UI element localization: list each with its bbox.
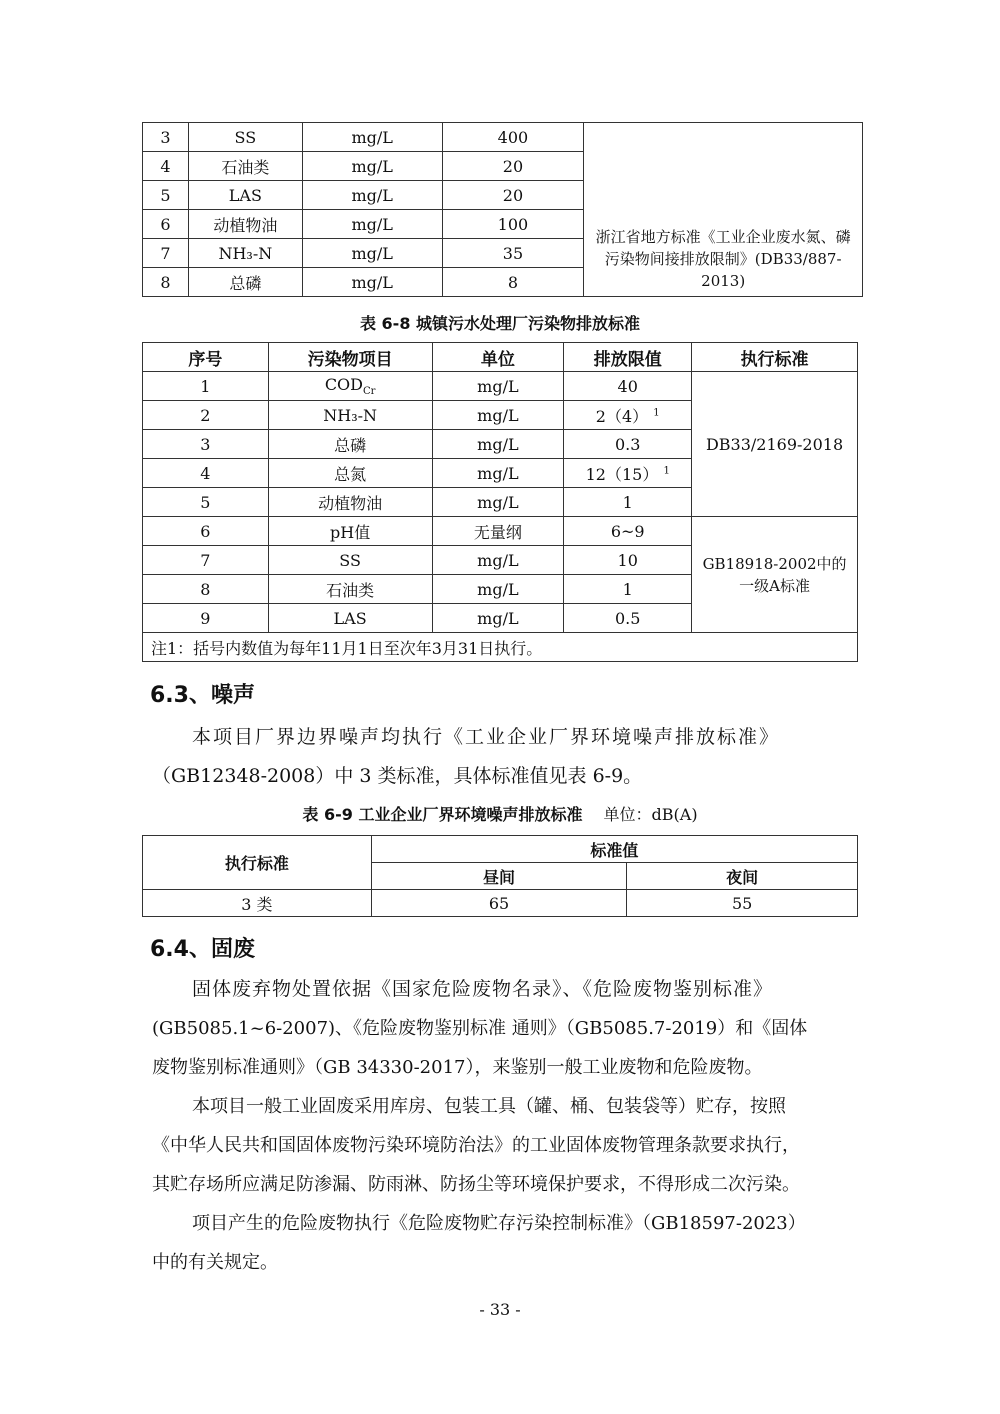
unit: mg/L (432, 372, 564, 401)
wwtp-discharge-standard-table (142, 342, 858, 662)
column-header: 单位 (432, 343, 564, 372)
paragraph-line: 项目产生的危险废物执行《危险废物贮存污染控制标准》（GB18597-2023） (192, 1213, 806, 1234)
pollutant-item: 石油类 (188, 152, 302, 181)
table-row (143, 890, 858, 917)
pollutant-item: NH₃-N (268, 401, 432, 430)
table-row (143, 372, 858, 401)
table-row (143, 517, 858, 546)
standard-cell (584, 123, 863, 297)
pollutant-item: 动植物油 (188, 210, 302, 239)
unit: mg/L (432, 488, 564, 517)
row-number: 7 (143, 239, 189, 268)
paragraph-line: （GB12348-2008）中 3 类标准，具体标准值见表 6-9。 (152, 765, 643, 787)
pollutant-item: 石油类 (268, 575, 432, 604)
paragraph-line: 其贮存场所应满足防渗漏、防雨淋、防扬尘等环境保护要求，不得形成二次污染。 (152, 1174, 800, 1195)
row-number: 3 (143, 430, 269, 459)
column-header: 夜间 (627, 863, 858, 890)
row-number: 4 (143, 459, 269, 488)
row-number: 4 (143, 152, 189, 181)
caption-unit: 单位：dB(A) (603, 805, 698, 824)
unit: mg/L (302, 181, 442, 210)
pollutant-item: LAS (188, 181, 302, 210)
column-header: 序号 (143, 343, 269, 372)
noise-standard-table (142, 835, 858, 917)
limit-value: 0.3 (564, 430, 692, 459)
limit-value: 10 (564, 546, 692, 575)
limit-value: 35 (442, 239, 584, 268)
pollutant-item (268, 372, 432, 401)
paragraph (152, 718, 860, 796)
night-value: 55 (627, 890, 858, 917)
section-heading: 6.4、固废 (150, 937, 255, 962)
pollutant-item: pH值 (268, 517, 432, 546)
row-number: 5 (143, 181, 189, 210)
pollutant-item: 动植物油 (268, 488, 432, 517)
table-note: 注1：括号内数值为每年11月1日至次年3月31日执行。 (143, 633, 858, 662)
footnote-marker: 1 (663, 465, 670, 477)
unit: 无量纲 (432, 517, 564, 546)
unit: mg/L (302, 152, 442, 181)
row-number: 1 (143, 372, 269, 401)
limit-value: 20 (442, 152, 584, 181)
unit: mg/L (302, 123, 442, 152)
paragraph-line: 本项目厂界边界噪声均执行《工业企业厂界环境噪声排放标准》 (192, 726, 781, 748)
limit-text: 12（15） (585, 464, 659, 484)
unit: mg/L (432, 575, 564, 604)
column-header: 污染物项目 (268, 343, 432, 372)
paragraph (152, 970, 860, 1282)
day-value: 65 (371, 890, 627, 917)
pollutant-item: 总磷 (188, 268, 302, 297)
standard-line: GB18918-2002中的 (702, 554, 847, 573)
limit-value (564, 401, 692, 430)
noise-class: 3 类 (143, 890, 372, 917)
row-number: 8 (143, 268, 189, 297)
paragraph-line: 中的有关规定。 (152, 1252, 278, 1273)
limit-value: 100 (442, 210, 584, 239)
unit: mg/L (432, 459, 564, 488)
column-header: 昼间 (371, 863, 627, 890)
table-caption (0, 802, 1000, 825)
row-number: 9 (143, 604, 269, 633)
row-number: 6 (143, 210, 189, 239)
table-header-row (143, 343, 858, 372)
limit-value: 6~9 (564, 517, 692, 546)
paragraph-line: 《中华人民共和国固体废物污染环境防治法》的工业固体废物管理条款要求执行， (152, 1135, 800, 1156)
column-header: 执行标准 (143, 836, 372, 890)
standard-line: 一级A标准 (739, 576, 810, 595)
row-number: 7 (143, 546, 269, 575)
column-header: 标准值 (371, 836, 857, 863)
column-header: 排放限值 (564, 343, 692, 372)
pollutant-table-continued (142, 122, 863, 297)
paragraph-line: 固体废弃物处置依据《国家危险废物名录》、《危险废物鉴别标准》 (192, 978, 774, 1000)
row-number: 5 (143, 488, 269, 517)
footnote-marker: 1 (653, 407, 660, 419)
page-number: - 33 - (479, 1300, 521, 1319)
table-row (143, 123, 863, 152)
unit: mg/L (432, 546, 564, 575)
standard-cell (692, 517, 858, 633)
limit-value: 20 (442, 181, 584, 210)
paragraph-line: 本项目一般工业固废采用库房、包装工具（罐、桶、包装袋等）贮存，按照 (192, 1096, 786, 1117)
limit-value: 40 (564, 372, 692, 401)
unit: mg/L (302, 239, 442, 268)
unit: mg/L (302, 210, 442, 239)
limit-text: 2（4） (595, 406, 649, 426)
unit: mg/L (432, 430, 564, 459)
limit-value: 0.5 (564, 604, 692, 633)
unit: mg/L (302, 268, 442, 297)
row-number: 6 (143, 517, 269, 546)
limit-value: 8 (442, 268, 584, 297)
paragraph-line: (GB5085.1~6-2007)、《危险废物鉴别标准 通则》（GB5085.7-2019）和《固体 (152, 1018, 808, 1039)
table-caption: 表 6-8 城镇污水处理厂污染物排放标准 (359, 314, 641, 333)
pollutant-item: SS (268, 546, 432, 575)
pollutant-item: SS (188, 123, 302, 152)
table-header-row (143, 836, 858, 863)
pollutant-item: 总氮 (268, 459, 432, 488)
standard-line: 浙江省地方标准《工业企业废水氮、磷 (595, 228, 851, 246)
paragraph-line: 废物鉴别标准通则》（GB 34330-2017），来鉴别一般工业废物和危险废物。 (152, 1057, 763, 1078)
table-note-row (143, 633, 858, 662)
pollutant-item-subscript: Cr (363, 386, 376, 398)
limit-value: 400 (442, 123, 584, 152)
pollutant-item: NH₃-N (188, 239, 302, 268)
row-number: 8 (143, 575, 269, 604)
column-header: 执行标准 (692, 343, 858, 372)
pollutant-item-text: COD (324, 374, 363, 394)
standard-cell: DB33/2169-2018 (692, 372, 858, 517)
row-number: 3 (143, 123, 189, 152)
limit-value: 1 (564, 575, 692, 604)
pollutant-item: 总磷 (268, 430, 432, 459)
section-heading: 6.3、噪声 (150, 683, 255, 708)
limit-value (564, 459, 692, 488)
standard-line: 污染物间接排放限制》(DB33/887-2013) (604, 250, 842, 290)
unit: mg/L (432, 604, 564, 633)
pollutant-item: LAS (268, 604, 432, 633)
unit: mg/L (432, 401, 564, 430)
limit-value: 1 (564, 488, 692, 517)
caption-title: 表 6-9 工业企业厂界环境噪声排放标准 (302, 805, 583, 824)
row-number: 2 (143, 401, 269, 430)
